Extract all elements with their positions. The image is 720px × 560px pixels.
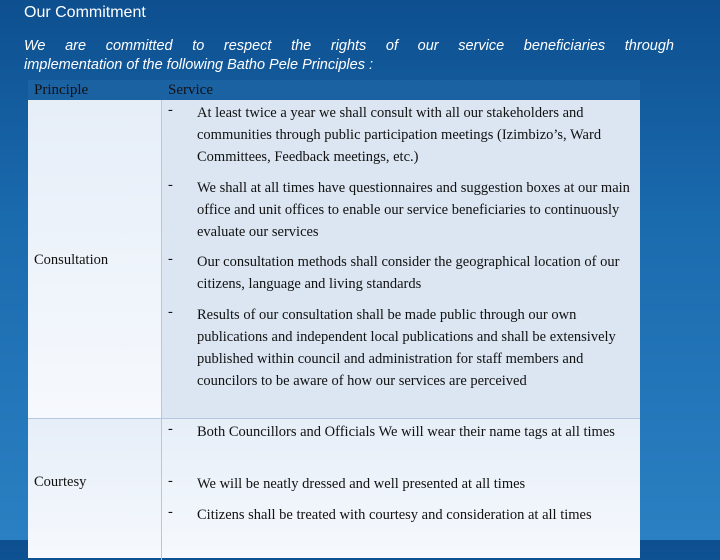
bullet-dash: - <box>168 421 173 437</box>
service-item-text: Results of our consultation shall be made public through our own publications and independent local publications and shall be extensively published within council and administration for staff members and councilors to be aware of how our services are perceived <box>197 307 616 389</box>
service-item <box>168 177 638 243</box>
service-item-text: Both Councillors and Officials We will wear their name tags at all times <box>197 424 615 440</box>
intro-word: respect <box>223 38 272 54</box>
intro-text <box>24 37 674 75</box>
header-service: Service <box>168 82 213 98</box>
intro-line-2: implementation of the following Batho Pele Principles : <box>24 57 373 73</box>
bullet-dash: - <box>168 504 173 520</box>
service-item-text: We shall at all times have questionnaires and suggestion boxes at our main office and unit offices to enable our service beneficiaries to continuously evaluate our services <box>197 180 630 240</box>
intro-word: to <box>192 38 205 54</box>
service-item <box>168 304 638 392</box>
service-item <box>168 421 638 443</box>
service-item-text: At least twice a year we shall consult with all our stakeholders and communities through public participation meetings (Izimbizo’s, Ward Committees, Feedback meetings, etc.) <box>197 105 602 165</box>
bullet-dash: - <box>168 473 173 489</box>
service-item <box>168 473 638 495</box>
principle-label-courtesy: Courtesy <box>34 474 87 490</box>
column-divider <box>161 100 162 560</box>
service-item-text: Citizens shall be treated with courtesy and consideration at all times <box>197 507 592 523</box>
header-principle: Principle <box>34 82 89 98</box>
intro-word: We <box>24 38 46 54</box>
intro-word: committed <box>105 38 173 54</box>
bullet-dash: - <box>168 251 173 267</box>
intro-word: are <box>65 38 87 54</box>
table-header-row <box>28 80 640 100</box>
intro-word: rights <box>330 38 367 54</box>
intro-word: beneficiaries <box>523 38 606 54</box>
intro-line-1 <box>24 37 674 56</box>
intro-word: the <box>291 38 312 54</box>
bullet-dash: - <box>168 304 173 320</box>
service-item <box>168 102 638 168</box>
intro-word: service <box>458 38 505 54</box>
service-item-text: Our consultation methods shall consider the geographical location of our citizens, language and living standards <box>197 254 620 292</box>
slide-title: Our Commitment <box>24 4 146 21</box>
intro-word: through <box>624 38 674 54</box>
principles-table <box>28 80 640 550</box>
service-item <box>168 251 638 295</box>
service-item-text: We will be neatly dressed and well presented at all times <box>197 476 526 492</box>
principle-label-consultation: Consultation <box>34 252 109 268</box>
intro-word: our <box>417 38 439 54</box>
bullet-dash: - <box>168 177 173 193</box>
intro-word: of <box>385 38 399 54</box>
service-item <box>168 504 638 526</box>
row-divider <box>28 418 640 419</box>
bullet-dash: - <box>168 102 173 118</box>
